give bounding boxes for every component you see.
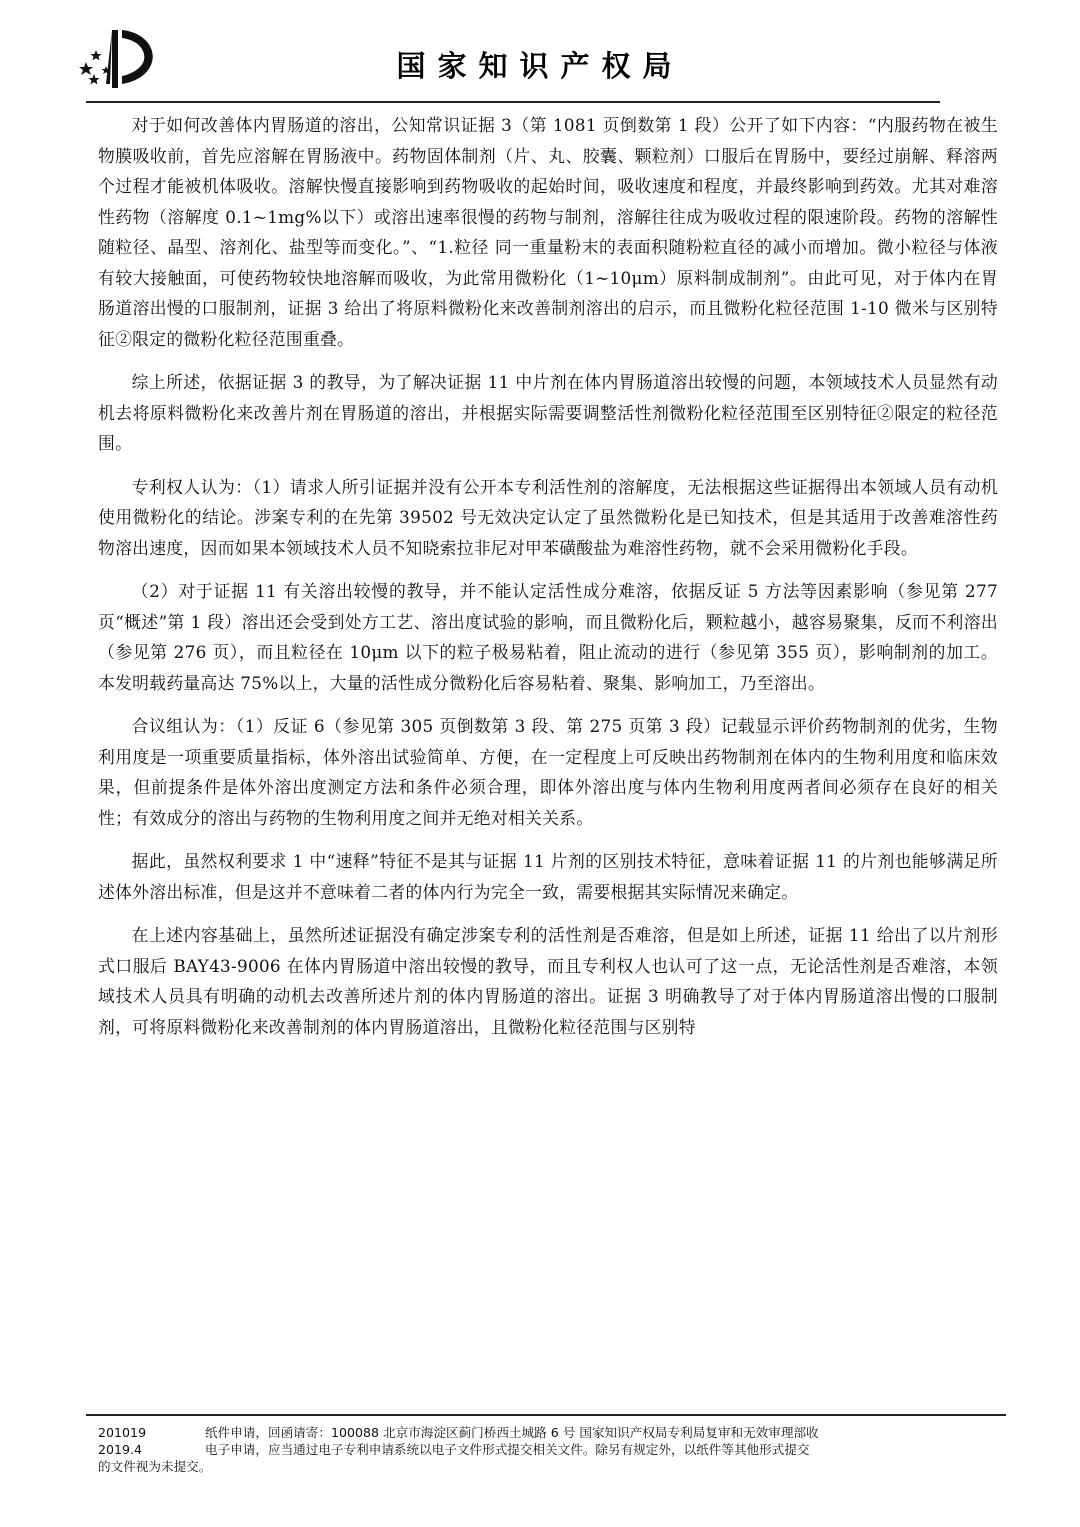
footer-divider: [86, 1414, 1006, 1416]
paragraph: 在上述内容基础上，虽然所述证据没有确定涉案专利的活性剂是否难溶，但是如上所述，证据 11 给出了以片剂形式口服后 BAY43-9006 在体内胃肠道中溶出较慢的教导，而且专利权人也认可了这一点，无论活性剂是否难溶，本领域技术人员具有明确的动机去改善所述片剂的体内胃肠道的溶出。证据 3 明确教导了对于体内胃肠道溶出慢的口服制剂，可将原料微粉化来改善制剂的体内胃肠道溶出，且微粉化粒径范围与区别特: [98, 925, 998, 1037]
footer-line: [98, 1458, 1018, 1475]
paragraph: 对于如何改善体内胃肠道的溶出，公知常识证据 3（第 1081 页倒数第 1 段）公开了如下内容：“内服药物在被生物膜吸收前，首先应溶解在胃肠液中。药物固体制剂（片、丸、胶囊、颗粒剂）口服后在胃肠中，要经过崩解、释溶两个过程才能被机体吸收。溶解快慢直接影响到药物吸收的起始时间，吸收速度和程度，并最终影响到药效。尤其对难溶性药物（溶解度 0.1~1mg%以下）或溶出速率很慢的药物与制剂，溶解往往成为吸收过程的限速阶段。药物的溶解性随粒径、晶型、溶剂化、盐型等而变化。”、“1.粒径 同一重量粉末的表面积随粉粒直径的减小而增加。微小粒径与体液有较大接触面，可使药物较快地溶解而吸收，为此常用微粉化（1~10μm）原料制成制剂”。由此可见，对于体内在胃肠道溶出慢的口服制剂，证据 3 给出了将原料微粉化来改善制剂溶出的启示，而且微粉化粒径范围 1-10 微米与区别特征②限定的微粉化粒径范围重叠。: [98, 115, 998, 349]
header-divider: [86, 101, 940, 103]
document-body: [98, 110, 998, 1055]
paragraph: （2）对于证据 11 有关溶出较慢的教导，并不能认定活性成分难溶，依据反证 5 方法等因素影响（参见第 277 页“概述”第 1 段）溶出还会受到处方工艺、溶出度试验的影响，而且微粉化后，颗粒越小，越容易聚集，反而不利溶出（参见第 276 页），而且粒径在 10μm 以下的粒子极易粘着，阻止流动的进行（参见第 355 页），影响制剂的加工。本发明载药量高达 75%以上，大量的活性成分微粉化后容易粘着、聚集、影响加工，乃至溶出。: [98, 581, 998, 693]
footer-line: [98, 1441, 1018, 1458]
page-footer: [98, 1424, 1018, 1475]
page-header: [0, 0, 1080, 110]
footer-text: 电子申请，应当通过电子专利申请系统以电子文件形式提交相关文件。除另有规定外，以纸件等其他形式提交: [205, 1442, 810, 1457]
footer-text: 的文件视为未提交。: [98, 1459, 212, 1474]
paragraph: 据此，虽然权利要求 1 中“速释”特征不是其与证据 11 片剂的区别技术特征，意味着证据 11 的片剂也能够满足所述体外溶出标准，但是这并不意味着二者的体内行为完全一致，需要根据其实际情况来确定。: [98, 851, 998, 902]
paragraph: 综上所述，依据证据 3 的教导，为了解决证据 11 中片剂在体内胃肠道溶出较慢的问题，本领域技术人员显然有动机去将原料微粉化来改善片剂在胃肠道的溶出，并根据实际需要调整活性剂微粉化粒径范围至区别特征②限定的粒径范围。: [98, 372, 998, 453]
paragraph: 专利权人认为：（1）请求人所引证据并没有公开本专利活性剂的溶解度，无法根据这些证据得出本领域人员有动机使用微粉化的结论。涉案专利的在先第 39502 号无效决定认定了虽然微粉化是已知技术，但是其适用于改善难溶性药物溶出速度，因而如果本领域技术人员不知晓索拉非尼对甲苯磺酸盐为难溶性药物，就不会采用微粉化手段。: [98, 476, 998, 558]
footer-text: 纸件申请，回函请寄：100088 北京市海淀区蓟门桥西土城路 6 号 国家知识产权局专利局复审和无效审理部收: [205, 1425, 819, 1440]
paragraph: 合议组认为：（1）反证 6（参见第 305 页倒数第 3 段、第 275 页第 3 段）记载显示评价药物制剂的优劣，生物利用度是一项重要质量指标，体外溶出试验简单、方便，在一定程度上可反映出药物制剂在体内的生物利用度和临床效果，但前提条件是体外溶出度测定方法和条件必须合理，即体外溶出度与体内生物利用度两者间必须存在良好的相关性；有效成分的溶出与药物的生物利用度之间并无绝对相关关系。: [98, 716, 998, 828]
form-version: 2019.4: [98, 1442, 143, 1457]
office-title: 国家知识产权局: [396, 49, 684, 83]
form-code: 201019: [98, 1425, 147, 1440]
footer-line: [98, 1424, 1018, 1441]
